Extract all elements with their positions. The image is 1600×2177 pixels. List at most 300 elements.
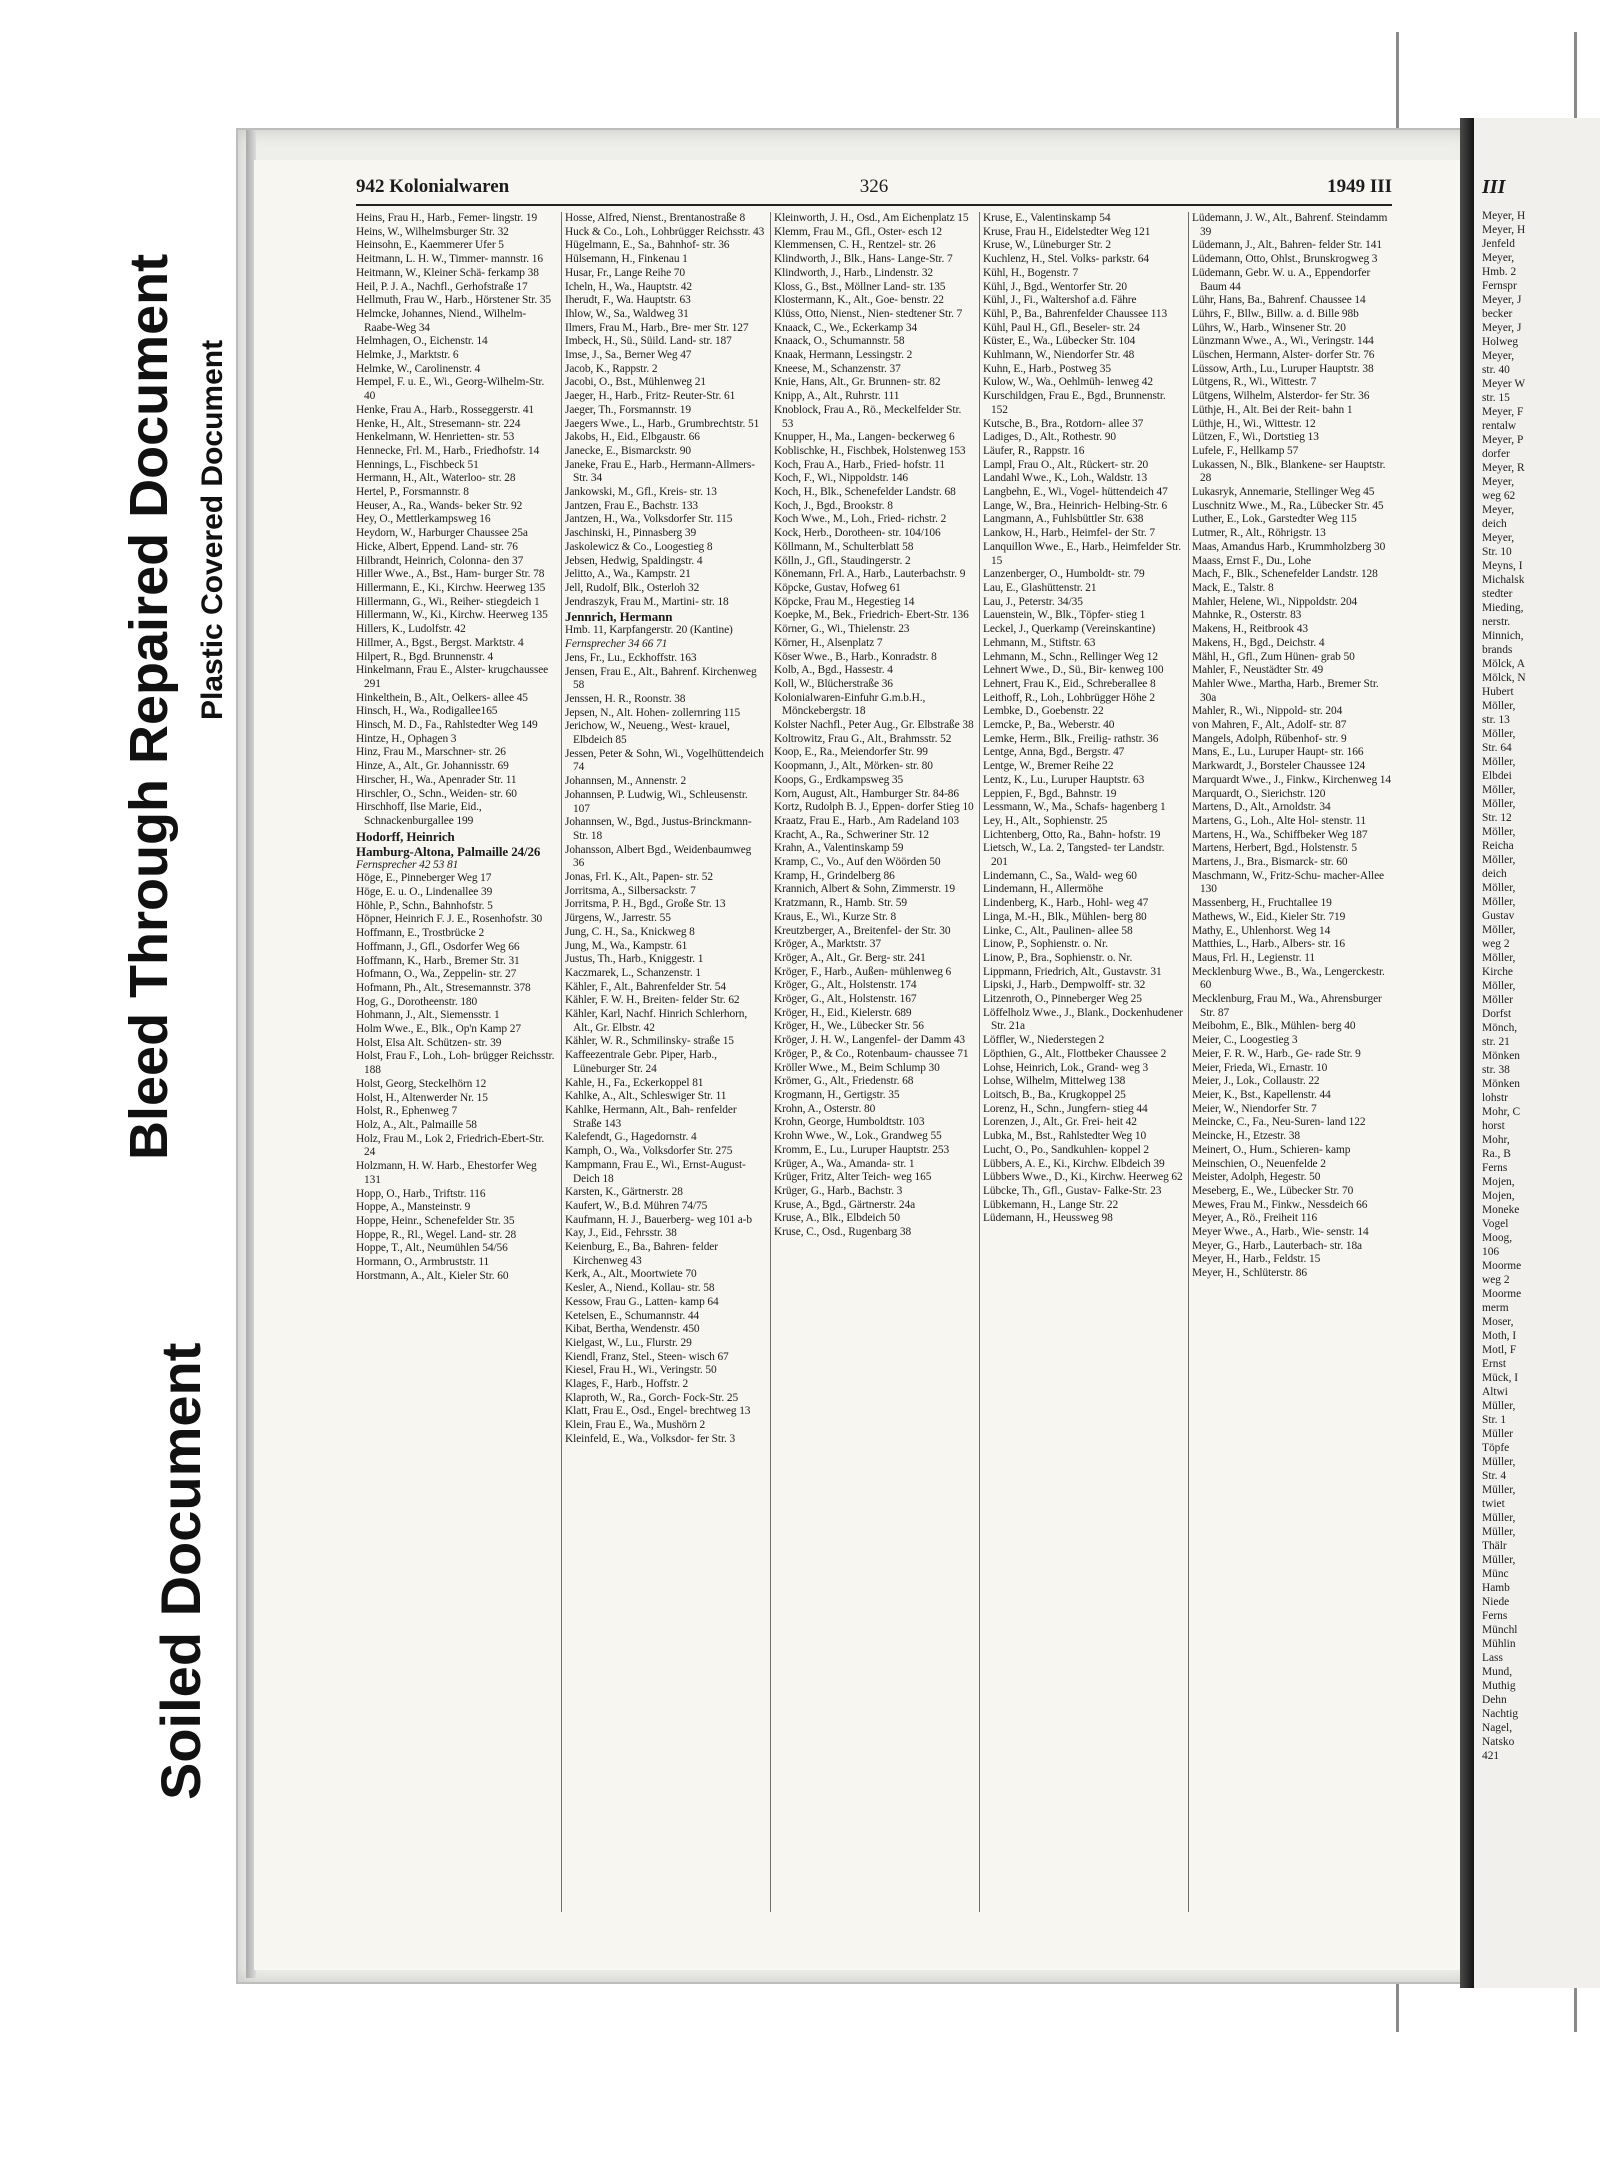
directory-entry: Koop, E., Ra., Meiendorfer Str. 99 [774,746,928,759]
directory-entry: Hillmer, A., Bgst., Bergst. Marktstr. 4 [356,636,524,649]
directory-entry: Meier, K., Bst., Kapellenstr. 44 [1192,1089,1331,1101]
directory-entry: Mangels, Adolph, Rübenhof- str. 9 [1192,732,1347,745]
next-page-line: Möller, [1482,854,1516,866]
directory-entry: Köpcke, Frau M., Hegestieg 14 [774,595,915,608]
directory-entry: Keienburg, E., Ba., Bahren- felder Kirchenweg 43 [565,1241,718,1267]
directory-entry: Janecke, E., Bismarckstr. 90 [565,444,691,457]
directory-entry: Martens, D., Alt., Arnoldstr. 34 [1192,801,1331,814]
next-page-line: str. 21 [1482,1036,1510,1048]
directory-entry: Kaufmann, H. J., Bauerberg- weg 101 a-b [565,1213,752,1226]
next-page-line: Möller, [1482,728,1516,740]
directory-entry: Meibohm, E., Blk., Mühlen- berg 40 [1192,1020,1356,1033]
directory-entry: Jerichow, W., Neueng., West- krauel, Elbdeich 85 [565,720,730,747]
directory-entry: Jensen, Frau E., Alt., Bahrenf. Kirchenweg 58 [565,665,757,692]
directory-entry: Lütgens, R., Wi., Wittestr. 7 [1192,376,1317,389]
directory-entry: Maschmann, W., Fritz-Schu- macher-Allee 130 [1192,869,1384,896]
directory-entry: Hillermann, G., Wi., Reiher- stiegdeich 1 [356,595,540,608]
directory-entry: Kühl, J., Bgd., Wentorfer Str. 20 [983,280,1127,293]
directory-entry: Kuchlenz, H., Stel. Volks- parkstr. 64 [983,253,1149,266]
directory-entry: Knaack, C., We., Eckerkamp 34 [774,321,918,334]
next-page-line: Münc [1482,1568,1509,1580]
next-page-line: Müller, [1482,1484,1516,1496]
directory-entry: Kruse, A., Blk., Elbdeich 50 [774,1212,900,1225]
directory-entry: Hamburg-Altona, Palmaille 24/26 [356,843,541,859]
next-page-line: Mohr, C [1482,1106,1521,1118]
directory-entry: Martens, J., Bra., Bismarck- str. 60 [1192,856,1348,869]
page-number: 326 [859,176,889,197]
directory-entry: Jantzen, H., Wa., Volksdorfer Str. 115 [565,513,733,526]
directory-entry: Jessen, Peter & Sohn, Wi., Vogelhüttendeich 74 [565,747,764,774]
directory-entry: Holz, Frau M., Lok 2, Friedrich-Ebert-Str. 24 [356,1132,545,1159]
directory-entry: Linke, C., Alt., Paulinen- allee 58 [983,924,1133,937]
directory-entry: Hmb. 11, Karpfangerstr. 20 (Kantine) [565,624,733,637]
directory-entry: Hormann, O., Armbruststr. 11 [356,1256,490,1269]
directory-entry: Hodorff, Heinrich [356,828,455,844]
directory-entry: Küster, E., Wa., Lübecker Str. 104 [983,335,1136,348]
directory-entry: Meier, Frieda, Wi., Ernastr. 10 [1192,1061,1328,1074]
directory-entry: Koch, Frau A., Harb., Fried- hofstr. 11 [774,458,945,471]
directory-entry: Koblischke, H., Fischbek, Holstenweg 153 [774,444,966,457]
directory-entry: Jaskolewicz & Co., Loogestieg 8 [565,540,713,553]
next-page-line: Müller, [1482,1456,1516,1468]
directory-entry: Ilmers, Frau M., Harb., Bre- mer Str. 127 [565,321,749,334]
next-page-line: Mölck, A [1482,658,1526,670]
next-page-line: Reicha [1482,840,1514,852]
next-page-line: Mojen, [1482,1190,1515,1202]
directory-entry: Mach, F., Blk., Schenefelder Landstr. 128 [1192,568,1378,581]
column-4 [983,212,1183,1912]
next-page-line: merm [1482,1302,1509,1314]
directory-entry: Mahler, Helene, Wi., Nippoldstr. 204 [1192,595,1358,608]
directory-entry: Litzenroth, O., Pinneberger Weg 25 [983,993,1142,1006]
next-page-line: Meyns, I [1482,560,1523,572]
directory-entry: Knoblock, Frau A., Rö., Meckelfelder Str. 53 [774,403,962,430]
directory-entry: Mathy, E., Uhlenhorst. Weg 14 [1192,924,1331,937]
directory-entry: Kröger, P., & Co., Rotenbaum- chaussee 71 [774,1047,969,1060]
directory-entry: Lukasryk, Annemarie, Stellinger Weg 45 [1192,486,1375,499]
directory-entry: Hicke, Albert, Eppend. Land- str. 76 [356,540,518,553]
next-page-line: Str. 64 [1482,742,1512,754]
directory-entry: Koopmann, J., Alt., Mörken- str. 80 [774,760,933,773]
directory-entry: Kröger, J. H. W., Langenfel- der Damm 43 [774,1034,966,1047]
directory-entry: Leckel, J., Querkamp (Vereinskantine) [983,623,1156,636]
directory-entry: Heitmann, L. H. W., Timmer- mannstr. 16 [356,253,543,266]
header-rule [356,204,1392,206]
directory-entry: Imse, J., Sa., Berner Weg 47 [565,349,692,362]
directory-entry: Kortz, Rudolph B. J., Eppen- dorfer Stieg 10 [774,801,974,814]
directory-entry: Lucht, O., Po., Sandkuhlen- koppel 2 [983,1143,1149,1156]
directory-entry: Lanzenberger, O., Humboldt- str. 79 [983,568,1145,581]
directory-entry: Mahler, R., Wi., Nippold- str. 204 [1192,705,1343,718]
directory-entry: Koll, W., Blücherstraße 36 [774,677,893,690]
next-page-line: Mieding, [1482,602,1524,614]
next-page-line: Moorme [1482,1260,1522,1272]
directory-entry: Höhle, P., Schn., Bahnhofstr. 5 [356,899,493,912]
directory-entry: Kaufert, W., B.d. Mühren 74/75 [565,1199,708,1212]
directory-entry: Hinkelmann, Frau E., Alster- krugchaussee 291 [356,664,549,690]
directory-entry: Meincke, C., Fa., Neu-Suren- land 122 [1192,1116,1366,1129]
directory-entry: Lühr, Hans, Ba., Bahrenf. Chaussee 14 [1192,294,1366,307]
directory-entry: Lehmann, M., Stiftstr. 63 [983,636,1096,649]
directory-entry: Lüdemann, J. W., Alt., Bahrenf. Steindamm 39 [1192,212,1388,238]
directory-entry: Hosse, Alfred, Nienst., Brentanostraße 8 [565,212,746,224]
next-page-line: Meyer, P [1482,434,1524,446]
directory-entry: Kreutzberger, A., Breitenfel- der Str. 30 [774,924,951,937]
next-page-line: Meyer, [1482,504,1515,516]
directory-entry: Hirschler, O., Schn., Weiden- str. 60 [356,787,517,800]
directory-entry: Kracht, A., Ra., Schweriner Str. 12 [774,828,929,841]
directory-entry: Hiller Wwe., A., Bst., Ham- burger Str. 78 [356,568,545,581]
directory-entry: Makens, H., Bgd., Deichstr. 4 [1192,636,1325,649]
directory-entry: Heitmann, W., Kleiner Schä- ferkamp 38 [356,266,539,279]
directory-entry: Korn, August, Alt., Hamburger Str. 84-86 [774,787,959,800]
directory-entry: Hog, G., Dorotheenstr. 180 [356,995,478,1008]
bleed-through-label [118,254,180,1160]
directory-entry: Hinz, Frau M., Marschner- str. 26 [356,746,506,759]
directory-entry: Lippmann, Friedrich, Alt., Gustavstr. 31 [983,965,1162,978]
directory-entry: Johannsen, W., Bgd., Justus-Brinckmann-Str. 18 [565,816,752,842]
directory-entry: Lübbers, A. E., Ki., Kirchw. Elbdeich 39 [983,1157,1165,1170]
directory-entry: Jantzen, Frau E., Bachstr. 133 [565,499,699,512]
directory-entry: Kähler, W. R., Schmilinsky- straße 15 [565,1035,734,1048]
directory-entry: Holst, Elsa Alt. Schützen- str. 39 [356,1036,502,1049]
directory-entry: Lüdemann, H., Heussweg 98 [983,1212,1113,1225]
directory-entry: Holst, Georg, Steckelhörn 12 [356,1077,487,1090]
next-page-line: Str. 10 [1482,546,1512,558]
directory-entry: Mecklenburg, Frau M., Wa., Ahrensburger Str. 87 [1192,993,1382,1019]
directory-entry: Kruse, Frau H., Eidelstedter Weg 121 [983,225,1151,238]
directory-entry: Hoppe, Heinr., Schenefelder Str. 35 [356,1214,515,1227]
directory-entry: Kibat, Bertha, Wendenstr. 450 [565,1323,700,1336]
directory-entry: Lehnert, Frau K., Eid., Schreberallee 8 [983,677,1156,690]
directory-entry: Heinsohn, E., Kaemmerer Ufer 5 [356,239,504,252]
next-page-line: Möller, [1482,798,1516,810]
directory-entry: Landahl Wwe., K., Loh., Waldstr. 13 [983,472,1148,485]
directory-entry: Martens, G., Loh., Alte Hol- stenstr. 11 [1192,814,1367,827]
next-page-line: Ernst [1482,1358,1507,1370]
directory-entry: Klindworth, J., Blk., Hans- Lange-Str. 7 [774,253,953,266]
directory-entry: Löffelholz Wwe., J., Blank., Dockenhudener Str. 21a [983,1006,1183,1033]
directory-entry: Imbeck, H., Sü., Süild. Land- str. 187 [565,335,732,348]
directory-entry: Meyer, H., Schlüterstr. 86 [1192,1267,1307,1280]
directory-entry: Kielgast, W., Lu., Flurstr. 29 [565,1336,692,1349]
next-page-line: Moog, [1482,1232,1513,1244]
directory-entry: Holm Wwe., E., Blk., Op'n Kamp 27 [356,1023,521,1036]
directory-entry: Luschnitz Wwe., M., Ra., Lübecker Str. 45 [1192,499,1384,512]
directory-entry: Marquardt, O., Sierichstr. 120 [1192,787,1326,800]
next-page-line: twiet [1482,1498,1505,1510]
directory-entry: Krüger, A., Wa., Amanda- str. 1 [774,1157,915,1170]
directory-entry: Johannsen, M., Annenstr. 2 [565,775,687,788]
directory-entry: Lüthje, H., Alt. Bei der Reit- bahn 1 [1192,403,1353,416]
directory-entry: Kaczmarek, L., Schanzenstr. 1 [565,966,701,979]
directory-entry: Heuser, A., Ra., Wands- beker Str. 92 [356,499,523,512]
directory-entry: Lüthje, H., Wi., Wittestr. 12 [1192,417,1316,430]
directory-entry: Köllmann, M., Schulterblatt 58 [774,540,914,553]
next-page-line: Moth, I [1482,1330,1517,1342]
directory-entry: Meyer, A., Rö., Freiheit 116 [1192,1212,1318,1225]
directory-entry: Kühl, Paul H., Gfl., Beseler- str. 24 [983,321,1140,334]
directory-entry: Kulow, W., Wa., Oehlmüh- lenweg 42 [983,376,1153,389]
directory-entry: Kröger, A., Marktstr. 37 [774,938,881,951]
directory-entry: Kähler, Karl, Nachf. Hinrich Schlerhorn, Alt., Gr. Elbstr. 42 [565,1008,748,1034]
directory-entry: Johannsen, P. Ludwig, Wi., Schleusenstr. 107 [565,788,748,815]
directory-entry: Hofmann, Ph., Alt., Stresemannstr. 378 [356,981,531,994]
directory-entry: Läufer, R., Rappstr. 16 [983,444,1085,457]
directory-entry: Jebsen, Hedwig, Spaldingstr. 4 [565,554,703,567]
directory-entry: Icheln, H., Wa., Hauptstr. 42 [565,280,692,293]
directory-entry: Lünzmann Wwe., A., Wi., Veringstr. 144 [1192,335,1374,348]
directory-entry: Klages, F., Harb., Hoffstr. 2 [565,1378,689,1391]
directory-entry: Krömer, G., Alt., Friedenstr. 68 [774,1075,914,1088]
directory-entry: Kühl, J., Fi., Waltershof a.d. Fähre [983,294,1137,307]
directory-entry: Jaeger, H., Harb., Fritz- Reuter-Str. 61 [565,390,736,403]
directory-entry: Lipski, J., Harb., Dempwolff- str. 32 [983,979,1146,992]
next-page-line: Mönken [1482,1078,1520,1090]
directory-entry: Klatt, Frau E., Osd., Engel- brechtweg 13 [565,1405,751,1418]
directory-entry: Kröger, G., Alt., Holstenstr. 167 [774,993,917,1006]
directory-entry: Klüss, Otto, Nienst., Nien- stedtener Str. 7 [774,307,963,320]
directory-entry: Kahlke, Hermann, Alt., Bah- renfelder Straße 143 [565,1104,737,1130]
directory-entry: Knie, Hans, Alt., Gr. Brunnen- str. 82 [774,376,941,389]
next-page-line: Möller, [1482,784,1516,796]
directory-entry: Jankowski, M., Gfl., Kreis- str. 13 [565,486,717,499]
directory-entry: Kalefendt, G., Hagedornstr. 4 [565,1131,697,1144]
directory-entry: Holst, Frau F., Loh., Loh- brügger Reichsstr. 188 [356,1050,555,1077]
next-page-line: Münchl [1482,1624,1518,1636]
next-page-fragment [1474,118,1600,1988]
next-page-line: deich [1482,868,1507,880]
directory-entry: Husar, Fr., Lange Reihe 70 [565,266,685,279]
directory-entry: Lübbers Wwe., D., Ki., Kirchw. Heerweg 62 [983,1171,1183,1184]
directory-entry: Kröger, F., Harb., Außen- mühlenweg 6 [774,965,952,978]
directory-entry: Mahnke, R., Osterstr. 83 [1192,609,1302,622]
directory-entry: Kampmann, Frau E., Wi., Ernst-August-Deich 18 [565,1158,746,1185]
directory-entry: Lemke, Herm., Blk., Freilig- rathstr. 36 [983,732,1159,745]
directory-entry: Huck & Co., Loh., Lohbrügger Reichsstr. 43 [565,225,765,238]
next-page-line: nerstr. [1482,616,1511,628]
directory-entry: Hohmann, J., Alt., Siemensstr. 1 [356,1009,500,1022]
directory-entry: Holst, R., Ephenweg 7 [356,1105,458,1118]
directory-entry: Mewes, Frau M., Finkw., Nessdeich 66 [1192,1198,1368,1211]
next-page-line: Möller [1482,994,1514,1006]
directory-entry: Hülsemann, H., Finkenau 1 [565,253,688,266]
directory-entry: Kiesel, Frau H., Wi., Veringstr. 50 [565,1364,717,1377]
directory-entry: Lührs, F., Bllw., Billw. a. d. Bille 98b [1192,307,1359,320]
directory-entry: Körner, H., Alsenplatz 7 [774,636,883,649]
directory-entry: Meseberg, E., We., Lübecker Str. 70 [1192,1184,1354,1197]
header-year: 1949 III [1327,176,1392,197]
next-page-line: Mühlin [1482,1638,1516,1650]
next-page-line: Thälr [1482,1540,1507,1552]
directory-entry: Meyer, G., Harb., Lauterbach- str. 18a [1192,1239,1363,1252]
directory-entry: Klemmensen, C. H., Rentzel- str. 26 [774,239,936,252]
next-page-line: Möller, [1482,882,1516,894]
next-page-line: str. 13 [1482,714,1510,726]
directory-entry: Lübkemann, H., Lange Str. 22 [983,1198,1119,1211]
next-page-line: Mohr, [1482,1134,1510,1146]
directory-entry: Langbehn, E., Wi., Vogel- hüttendeich 47 [983,486,1168,499]
directory-columns [356,212,1392,1912]
directory-entry: Kleinworth, J. H., Osd., Am Eichenplatz 15 [774,212,969,224]
next-page-line: str. 40 [1482,364,1510,376]
directory-entry: Koch, F., Wi., Nippoldstr. 146 [774,472,909,485]
next-page-line: lohstr [1482,1092,1508,1104]
next-page-line: Str. 1 [1482,1414,1507,1426]
directory-entry: Jacob, K., Rappstr. 2 [565,362,658,375]
directory-entry: Meier, W., Niendorfer Str. 7 [1192,1102,1317,1115]
soiled-document-label: Soiled Document [149,1342,212,1800]
next-page-line: Str. 12 [1482,812,1512,824]
directory-entry: Hertel, P., Forsmannstr. 8 [356,486,469,499]
next-page-line: dorfer [1482,448,1510,460]
directory-entry: Loitsch, B., Ba., Krugkoppel 25 [983,1089,1126,1101]
directory-entry: Lüdemann, Otto, Ohlst., Brunskrogweg 3 [1192,253,1378,266]
directory-entry: Marquardt Wwe., J., Finkw., Kirchenweg 14 [1192,773,1391,786]
directory-entry: Hoffmann, K., Harb., Bremer Str. 31 [356,954,520,967]
directory-entry: Kuhlmann, W., Niendorfer Str. 48 [983,349,1135,362]
next-page-line: Ferns [1482,1610,1508,1622]
directory-entry: Lübcke, Th., Gfl., Gustav- Falke-Str. 23 [983,1184,1162,1197]
next-page-line: Holweg [1482,336,1519,348]
directory-entry: Hintze, H., Ophagen 3 [356,732,457,745]
directory-entry: Kröger, G., Alt., Holstenstr. 174 [774,979,917,992]
directory-entry: Kölln, J., Gfl., Staudingerstr. 2 [774,554,911,567]
next-page-line: 106 [1482,1246,1500,1258]
next-page-line: Möller, [1482,952,1516,964]
header-section-title: 942 Kolonialwaren [356,176,510,197]
directory-entry: Kähler, F. W. H., Breiten- felder Str. 62 [565,994,740,1007]
next-page-line: Hamb [1482,1582,1510,1594]
next-page-line: Möller, [1482,924,1516,936]
next-page-line: Minnich, [1482,630,1524,642]
next-page-line: Müller, [1482,1512,1516,1524]
directory-entry: Koch, H., Blk., Schenefelder Landstr. 68 [774,486,956,499]
directory-entry: Hillermann, E., Ki., Kirchw. Heerweg 135 [356,581,546,594]
directory-entry: Kraus, E., Wi., Kurze Str. 8 [774,910,897,923]
directory-entry: Kolonialwaren-Einfuhr G.m.b.H., Mönckebergstr. 18 [774,691,926,718]
next-page-line: Möller, [1482,980,1516,992]
plastic-covered-label: Plastic Covered Document [196,339,229,720]
next-page-line: Töpfe [1482,1442,1510,1454]
directory-entry: Massenberg, H., Fruchtallee 19 [1192,897,1332,910]
directory-entry: von Mahren, F., Alt., Adolf- str. 87 [1192,719,1347,732]
directory-entry: Ley, H., Alt., Sophienstr. 25 [983,814,1108,827]
directory-entry: Hoffmann, E., Trostbrücke 2 [356,927,485,940]
next-page-line: Ferns [1482,1162,1508,1174]
directory-entry: Kähler, F., Alt., Bahrenfelder Str. 54 [565,980,726,993]
directory-entry: Hillers, K., Ludolfstr. 42 [356,623,466,636]
directory-entry: Kloss, G., Bst., Möllner Land- str. 135 [774,280,946,293]
directory-entry: Lau, E., Glashüttenstr. 21 [983,581,1097,594]
directory-entry: Kraatz, Frau E., Harb., Am Radeland 103 [774,814,959,827]
directory-entry: Kramp, C., Vo., Auf den Wöörden 50 [774,856,941,869]
directory-entry: Kesler, A., Niend., Kollau- str. 58 [565,1282,715,1295]
directory-entry: Jendraszyk, Frau M., Martini- str. 18 [565,595,729,608]
directory-entry: Hellmuth, Frau W., Harb., Hörstener Str. 35 [356,294,552,307]
directory-entry: Hey, O., Mettlerkampsweg 16 [356,513,491,526]
directory-entry: Hinsch, M. D., Fa., Rahlstedter Weg 149 [356,719,538,732]
directory-entry: Meyer Wwe., A., Harb., Wie- senstr. 14 [1192,1226,1369,1239]
next-page-line: weg 2 [1482,1274,1510,1286]
next-page-line: becker [1482,308,1513,320]
directory-entry: Lindemann, C., Sa., Wald- weg 60 [983,869,1137,882]
next-page-line: rentalw [1482,420,1517,432]
directory-entry: Jorritsma, P. H., Bgd., Große Str. 13 [565,898,726,911]
next-page-line: Moneke [1482,1204,1520,1216]
directory-entry: Knaak, Hermann, Lessingstr. 2 [774,349,913,362]
next-page-line: Möller, [1482,756,1516,768]
column-5 [1192,212,1392,1912]
directory-entry: Jens, Fr., Lu., Eckhoffstr. 163 [565,651,697,664]
column-3 [774,212,974,1912]
directory-entry: Martens, H., Wa., Schiffbeker Weg 187 [1192,828,1368,841]
next-page-line: Fernspr [1482,280,1517,292]
directory-entry: Mack, E., Talstr. 8 [1192,581,1274,594]
directory-entry: Hopp, O., Harb., Triftstr. 116 [356,1187,486,1200]
directory-entry: Kneese, M., Schanzenstr. 37 [774,362,901,375]
directory-entry: Kerk, A., Alt., Moortwiete 70 [565,1268,697,1281]
directory-entry: Hofmann, O., Wa., Zeppelin- str. 27 [356,968,517,981]
directory-entry: Holz, A., Alt., Palmaille 58 [356,1119,477,1131]
directory-entry: Fernsprecher 34 66 71 [565,638,668,651]
directory-entry: Jaschinski, H., Pinnasberg 39 [565,527,697,540]
directory-entry: Lindemann, H., Allermöhe [983,883,1104,896]
directory-entry: Höge, E., Pinneberger Weg 17 [356,872,492,885]
directory-entry: Lufele, F., Hellkamp 57 [1192,444,1299,457]
directory-entry: Koch Wwe., M., Loh., Fried- richstr. 2 [774,513,947,526]
directory-entry: Kahlke, A., Alt., Schleswiger Str. 11 [565,1090,727,1103]
directory-entry: Fernsprecher 42 53 81 [356,858,459,871]
directory-entry: Kruse, A., Bgd., Gärtnerstr. 24a [774,1198,916,1211]
directory-entry: Helmke, J., Marktstr. 6 [356,349,459,362]
directory-entry: Löpthien, G., Alt., Flottbeker Chaussee 2 [983,1047,1167,1060]
directory-entry: Kromm, E., Lu., Luruper Hauptstr. 253 [774,1143,950,1156]
directory-entry: Helmcke, Johannes, Niend., Wilhelm-Raabe-Weg 34 [356,307,527,334]
directory-entry: Leppien, F., Bgd., Bahnstr. 19 [983,787,1117,800]
directory-entry: Langmann, A., Fuhlsbüttler Str. 638 [983,513,1144,526]
directory-entry: Helmke, W., Carolinenstr. 4 [356,362,481,375]
directory-entry: Lentge, Anna, Bgd., Bergstr. 47 [983,746,1125,759]
next-page-line: str. 15 [1482,392,1510,404]
directory-entry: Kessow, Frau G., Latten- kamp 64 [565,1295,719,1308]
directory-entry: Meincke, H., Etzestr. 38 [1192,1130,1300,1143]
directory-entry: Hennecke, Frl. M., Harb., Friedhofstr. 14 [356,444,540,457]
directory-entry: Ihlow, W., Sa., Waldweg 31 [565,307,689,320]
directory-entry: Heil, P. J. A., Nachfl., Gerhofstraße 17 [356,280,528,293]
directory-entry: Knaack, O., Schumannstr. 58 [774,335,905,348]
next-page-line: Meyer, H [1482,210,1526,222]
directory-entry: Jaeger, Th., Forsmannstr. 19 [565,403,691,416]
next-page-line: Natsko [1482,1736,1515,1748]
directory-entry: Hempel, F. u. E., Wi., Georg-Wilhelm-Str. 40 [356,376,545,403]
directory-entry: Heins, W., Wilhelmsburger Str. 32 [356,225,509,238]
next-page-line: Meyer, J [1482,322,1522,334]
next-page-line: Meyer, R [1482,462,1525,474]
directory-entry: Justus, Th., Harb., Kniggestr. 1 [565,953,704,966]
next-page-line: weg 2 [1482,938,1510,950]
next-page-line: Gustav [1482,910,1515,922]
directory-entry: Kamph, O., Wa., Volksdorfer Str. 275 [565,1145,733,1158]
next-page-line: Müller, [1482,1526,1516,1538]
directory-entry: Kröger, H., We., Lübecker Str. 56 [774,1020,924,1033]
next-page-line: Lass [1482,1652,1503,1664]
directory-entry: Klostermann, K., Alt., Goe- benstr. 22 [774,294,944,307]
directory-entry: Knipp, A., Alt., Ruhrstr. 111 [774,390,900,403]
next-page-line: Mück, I [1482,1372,1519,1384]
directory-entry: Holzmann, H. W. Harb., Ehestorfer Weg 131 [356,1160,537,1186]
directory-entry: Lanquillon Wwe., E., Harb., Heimfelder Str. 15 [983,540,1181,567]
